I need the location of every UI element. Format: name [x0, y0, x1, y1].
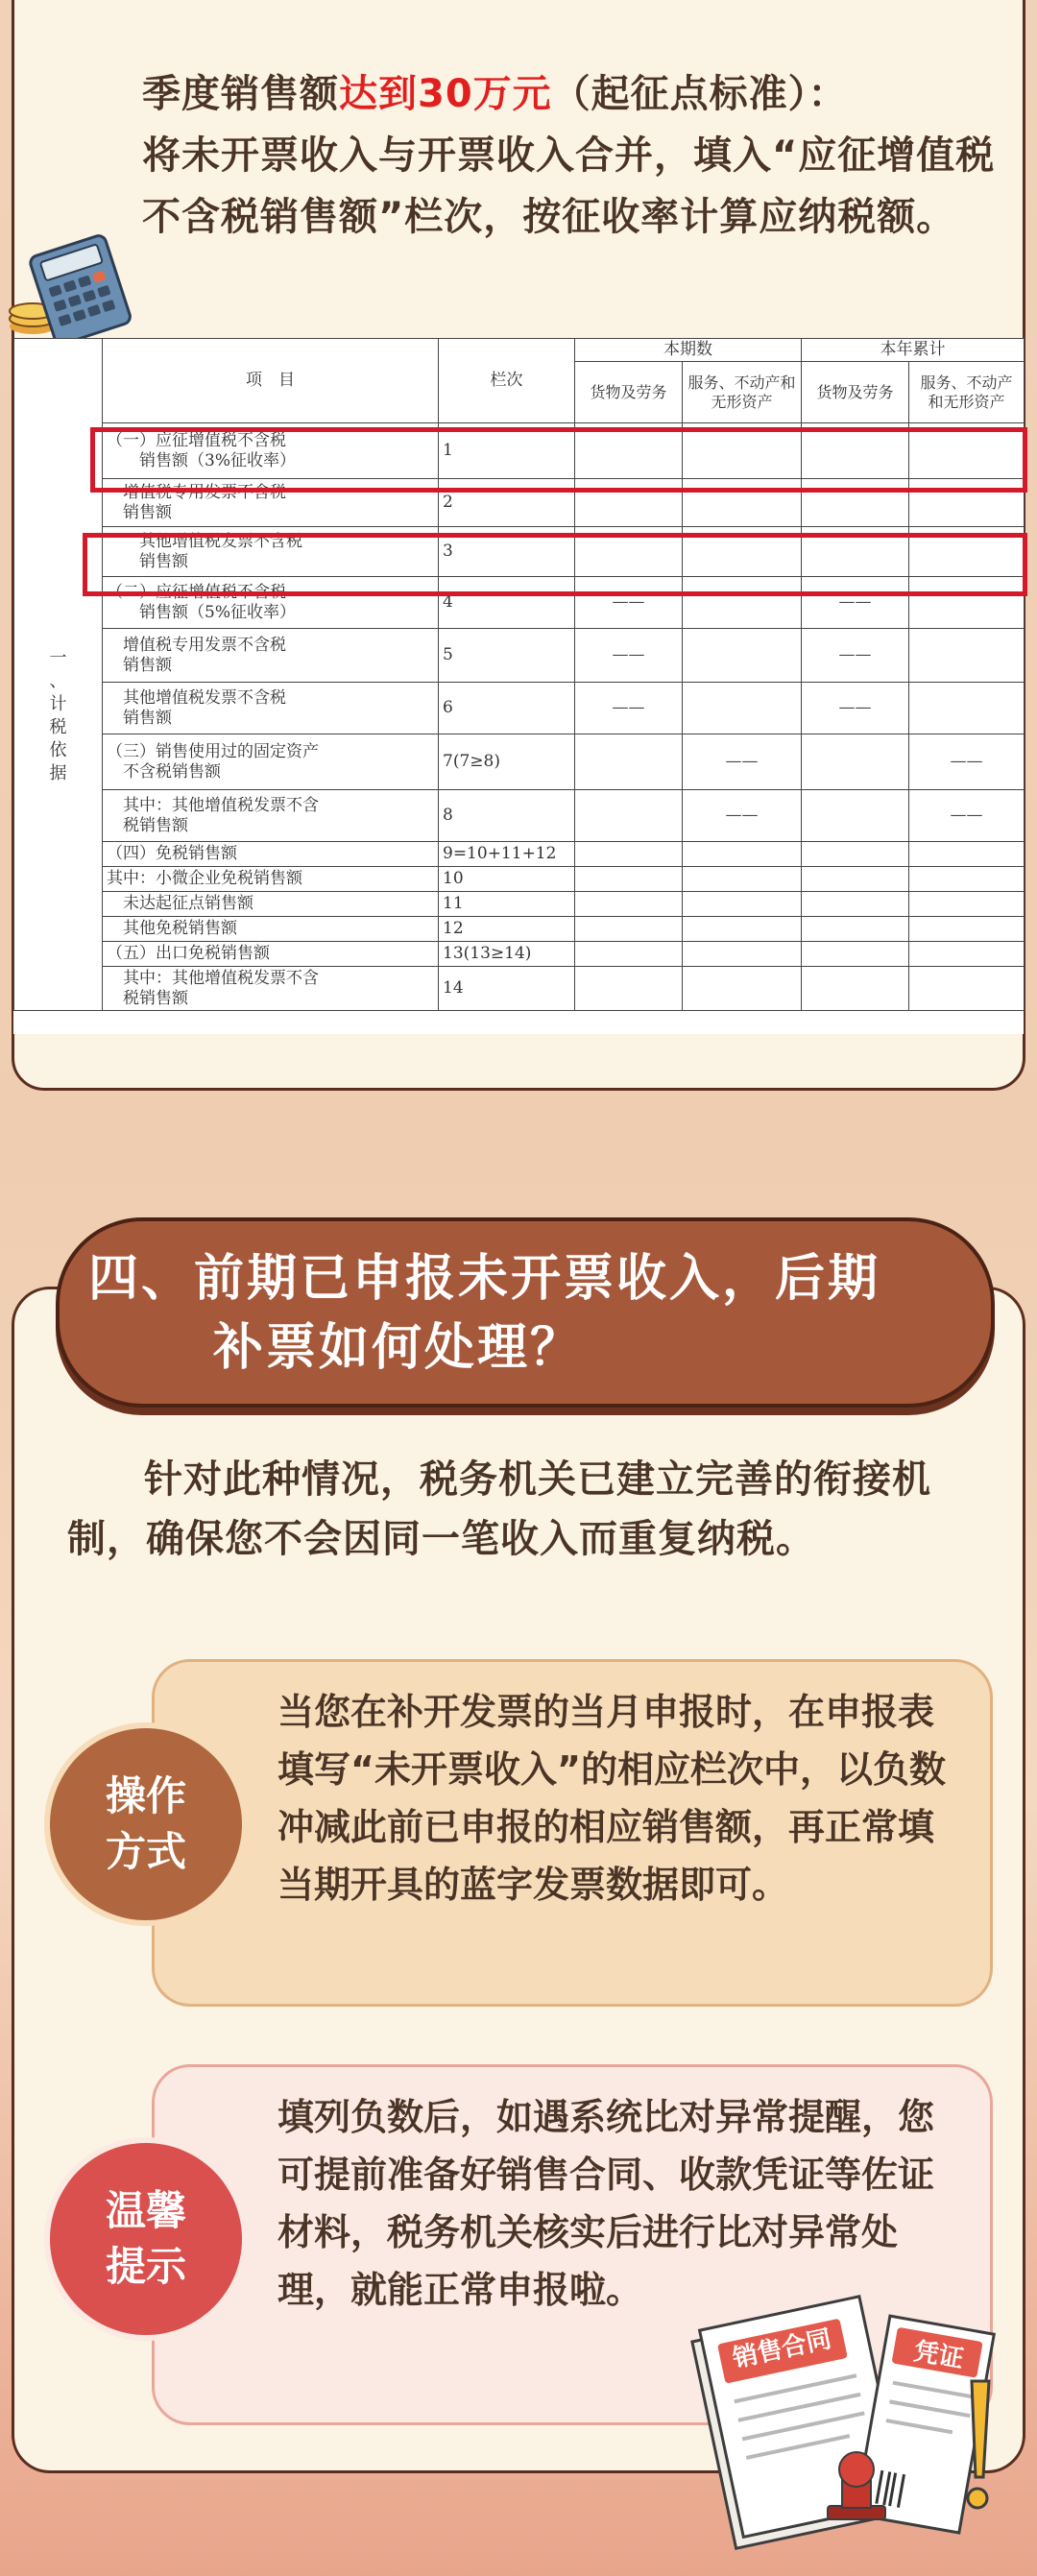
row-item: 其中：小微企业免税销售额 — [103, 867, 439, 892]
table-row — [14, 892, 1025, 917]
row-col-no: 10 — [439, 867, 575, 892]
intro-line1-highlight: 达到30万元 — [339, 72, 552, 116]
operation-badge-line1: 操作 — [105, 1772, 186, 1819]
table-row — [14, 942, 1025, 967]
row-col-no: 6 — [439, 683, 575, 734]
header-item: 项 目 — [103, 339, 439, 423]
row-cell[interactable] — [909, 683, 1025, 734]
section4-heading — [56, 1217, 995, 1408]
row-col-no: 3 — [439, 527, 575, 577]
row-cell[interactable] — [575, 790, 683, 842]
tip-text: 填列负数后，如遇系统比对异常提醒，您可提前准备好销售合同、收款凭证等佐证材料，税务机关核实后进行比对异常处理，就能正常申报啦。 — [277, 2096, 935, 2311]
row-cell[interactable] — [909, 942, 1025, 967]
row-cell[interactable] — [909, 842, 1025, 867]
header-current-period: 本期数 — [575, 339, 802, 362]
row-cell[interactable] — [575, 967, 683, 1011]
row-cell[interactable] — [909, 867, 1025, 892]
header-col-no: 栏次 — [439, 339, 575, 423]
row-item: 未达起征点销售额 — [103, 892, 439, 917]
row-item: （一）应征增值税不含税 销售额（3%征收率） — [103, 423, 439, 479]
row-item: 增值税专用发票不含税 销售额 — [103, 629, 439, 683]
dash-cell[interactable]: —— — [683, 790, 802, 842]
dash-cell[interactable]: —— — [909, 790, 1025, 842]
row-col-no: 13(13≥14) — [439, 942, 575, 967]
row-cell[interactable] — [683, 892, 802, 917]
section4-paragraph: 针对此种情况，税务机关已建立完善的衔接机制，确保您不会因同一笔收入而重复纳税。 — [67, 1457, 931, 1561]
row-cell[interactable] — [575, 942, 683, 967]
dash-cell[interactable]: —— — [683, 734, 802, 790]
table-row — [14, 917, 1025, 942]
row-item: （三）销售使用过的固定资产 不含税销售额 — [103, 734, 439, 790]
operation-badge-line2: 方式 — [105, 1828, 186, 1875]
row-col-no: 12 — [439, 917, 575, 942]
header-goods: 货物及劳务 — [575, 362, 683, 423]
side-label: 一 、 计 税 依 据 — [14, 423, 103, 1011]
intro-rest: 将未开票收入与开票收入合并，填入“应征增值税不含税销售额”栏次，按征收率计算应纳税额。 — [142, 133, 996, 239]
row-cell[interactable] — [909, 917, 1025, 942]
table-row — [14, 683, 1025, 734]
contract-label: 销售合同 — [730, 2324, 834, 2374]
dash-cell[interactable]: —— — [802, 683, 909, 734]
row-cell[interactable] — [802, 892, 909, 917]
row-cell[interactable] — [909, 629, 1025, 683]
row-cell[interactable] — [683, 867, 802, 892]
table-row — [14, 867, 1025, 892]
row-col-no: 7(7≥8) — [439, 734, 575, 790]
row-cell[interactable] — [683, 967, 802, 1011]
operation-badge — [50, 1728, 242, 1920]
operation-card — [152, 1659, 993, 2007]
row-cell[interactable] — [802, 790, 909, 842]
row-cell[interactable] — [575, 842, 683, 867]
header-services: 服务、不动产和无形资产 — [683, 362, 802, 423]
section4-title-line2: 补票如何处理？ — [213, 1319, 584, 1377]
row-item: （二）应征增值税不含税 销售额（5%征收率） — [103, 577, 439, 629]
row-cell[interactable] — [802, 867, 909, 892]
dash-cell[interactable]: —— — [802, 629, 909, 683]
dash-cell[interactable]: —— — [909, 734, 1025, 790]
row-item: 其他增值税发票不含税 销售额 — [103, 683, 439, 734]
intro-line1-post: （起征点标准）： — [551, 72, 848, 116]
row-item: （四）免税销售额 — [103, 842, 439, 867]
row-cell[interactable] — [802, 967, 909, 1011]
row-item: （五）出口免税销售额 — [103, 942, 439, 967]
table-row — [14, 734, 1025, 790]
dash-cell[interactable]: —— — [802, 577, 909, 629]
row-item: 增值税专用发票不含税 销售额 — [103, 479, 439, 527]
row-cell[interactable] — [683, 629, 802, 683]
dash-cell[interactable]: —— — [575, 577, 683, 629]
row-cell[interactable] — [575, 867, 683, 892]
row-cell[interactable] — [575, 734, 683, 790]
row-col-no: 9=10+11+12 — [439, 842, 575, 867]
voucher-label: 凭证 — [911, 2337, 966, 2374]
row-col-no: 8 — [439, 790, 575, 842]
row-cell[interactable] — [802, 842, 909, 867]
header-services-ytd: 服务、不动产和无形资产 — [909, 362, 1025, 423]
row-cell[interactable] — [575, 892, 683, 917]
row-item: 其中：其他增值税发票不含 税销售额 — [103, 967, 439, 1011]
row-cell[interactable] — [683, 842, 802, 867]
section4-title-line1: 四、前期已申报未开票收入，后期 — [88, 1250, 881, 1308]
row-col-no: 11 — [439, 892, 575, 917]
dash-cell[interactable]: —— — [575, 629, 683, 683]
operation-text: 当您在补开发票的当月申报时，在申报表填写“未开票收入”的相应栏次中，以负数冲减此前已申报的相应销售额，再正常填当期开具的蓝字发票数据即可。 — [277, 1691, 946, 1906]
header-goods-ytd: 货物及劳务 — [802, 362, 909, 423]
row-cell[interactable] — [683, 683, 802, 734]
tip-badge — [50, 2143, 242, 2335]
row-cell[interactable] — [683, 942, 802, 967]
row-item: 其他免税销售额 — [103, 917, 439, 942]
documents-illustration — [684, 2285, 1010, 2564]
intro-text — [142, 63, 1006, 248]
table-row — [14, 842, 1025, 867]
highlight-row-1 — [90, 427, 1027, 493]
row-cell[interactable] — [802, 917, 909, 942]
intro-line1-pre: 季度销售额 — [142, 72, 339, 116]
header-ytd: 本年累计 — [802, 339, 1025, 362]
tip-badge-line2: 提示 — [105, 2243, 186, 2290]
row-col-no: 14 — [439, 967, 575, 1011]
row-item: 其中：其他增值税发票不含 税销售额 — [103, 790, 439, 842]
row-col-no: 4 — [439, 577, 575, 629]
row-col-no: 2 — [439, 479, 575, 527]
row-col-no: 1 — [439, 423, 575, 479]
dash-cell[interactable]: —— — [575, 683, 683, 734]
row-item: 其他增值税发票不含税 销售额 — [103, 527, 439, 577]
calculator-icon — [8, 230, 133, 346]
table-row — [14, 629, 1025, 683]
row-cell[interactable] — [909, 892, 1025, 917]
row-cell[interactable] — [909, 967, 1025, 1011]
row-col-no: 5 — [439, 629, 575, 683]
table-row — [14, 790, 1025, 842]
highlight-row-3 — [83, 533, 1027, 596]
row-cell[interactable] — [802, 942, 909, 967]
table-row — [14, 967, 1025, 1011]
tip-badge-line1: 温馨 — [105, 2187, 186, 2234]
row-cell[interactable] — [683, 917, 802, 942]
row-cell[interactable] — [575, 917, 683, 942]
row-cell[interactable] — [802, 734, 909, 790]
